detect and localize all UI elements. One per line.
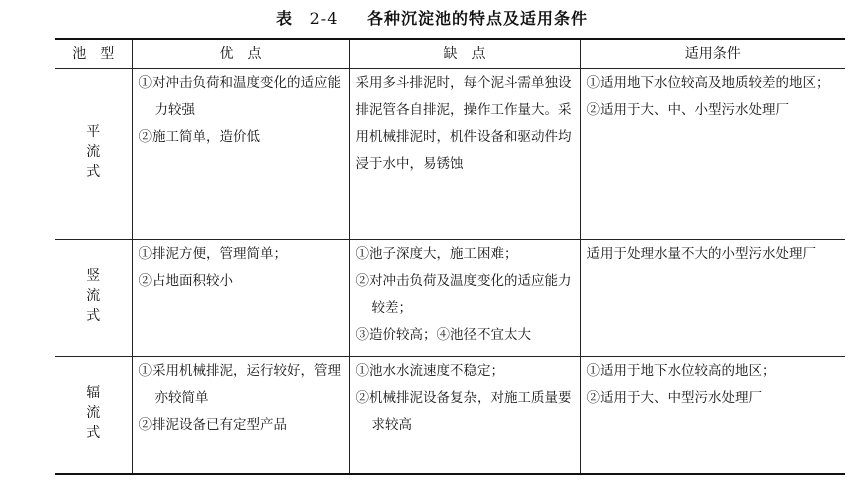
list-item: ②对冲击负荷及温度变化的适应能力较差； — [355, 273, 572, 316]
table-row — [55, 240, 845, 357]
list-item: ①排泥方便，管理简单； — [138, 246, 287, 262]
disadvantages-cell — [349, 357, 580, 474]
advantages-cell — [132, 357, 349, 474]
type-label: 平流式 — [86, 124, 101, 180]
table-row — [55, 69, 845, 240]
disadvantages-cell — [349, 69, 580, 240]
list-item: ②适用于大、中、小型污水处理厂 — [586, 102, 789, 118]
conditions-cell — [580, 357, 845, 474]
table-label: 表 — [276, 9, 294, 28]
table-number: 2-4 — [309, 9, 339, 28]
list-item: ②施工简单，造价低 — [138, 129, 260, 145]
sedimentation-tank-table — [55, 38, 845, 475]
list-item: ①池子深度大，施工困难； — [355, 246, 518, 262]
type-label: 竖流式 — [86, 268, 101, 324]
list-item: ③造价较高；④池径不宜太大 — [355, 327, 531, 343]
table-row — [55, 357, 845, 474]
type-label: 辐流式 — [86, 384, 101, 441]
header-row — [55, 39, 845, 69]
list-item: ①适用于地下水位较高的地区； — [586, 363, 776, 379]
type-cell — [55, 69, 132, 240]
list-item: ②排泥设备已有定型产品 — [138, 417, 287, 433]
conditions-cell — [580, 240, 845, 357]
type-cell — [55, 240, 132, 357]
header-disadvantages: 缺 点 — [349, 39, 580, 69]
list-item: ①对冲击负荷和温度变化的适应能力较强 — [138, 75, 341, 118]
list-item: 适用于处理水量不大的小型污水处理厂 — [586, 246, 816, 262]
disadvantages-cell — [349, 240, 580, 357]
header-advantages: 优 点 — [132, 39, 349, 69]
table-caption — [0, 6, 864, 29]
list-item: 采用多斗排泥时，每个泥斗需单独设排泥管各自排泥，操作工作量大。采用机械排泥时，机件设备和驱动件均浸于水中，易锈蚀 — [355, 75, 572, 172]
header-conditions: 适用条件 — [580, 39, 845, 69]
header-type: 池 型 — [55, 39, 132, 69]
list-item: ②占地面积较小 — [138, 273, 233, 289]
list-item: ①池水水流速度不稳定； — [355, 363, 504, 379]
list-item: ②适用于大、中型污水处理厂 — [586, 390, 762, 406]
type-cell — [55, 357, 132, 474]
advantages-cell — [132, 69, 349, 240]
list-item: ①采用机械排泥，运行较好，管理亦较简单 — [138, 363, 341, 406]
list-item: ①适用地下水位较高及地质较差的地区； — [586, 75, 830, 91]
table-title: 各种沉淀池的特点及适用条件 — [366, 9, 588, 28]
advantages-cell — [132, 240, 349, 357]
conditions-cell — [580, 69, 845, 240]
list-item: ②机械排泥设备复杂，对施工质量要求较高 — [355, 390, 572, 433]
